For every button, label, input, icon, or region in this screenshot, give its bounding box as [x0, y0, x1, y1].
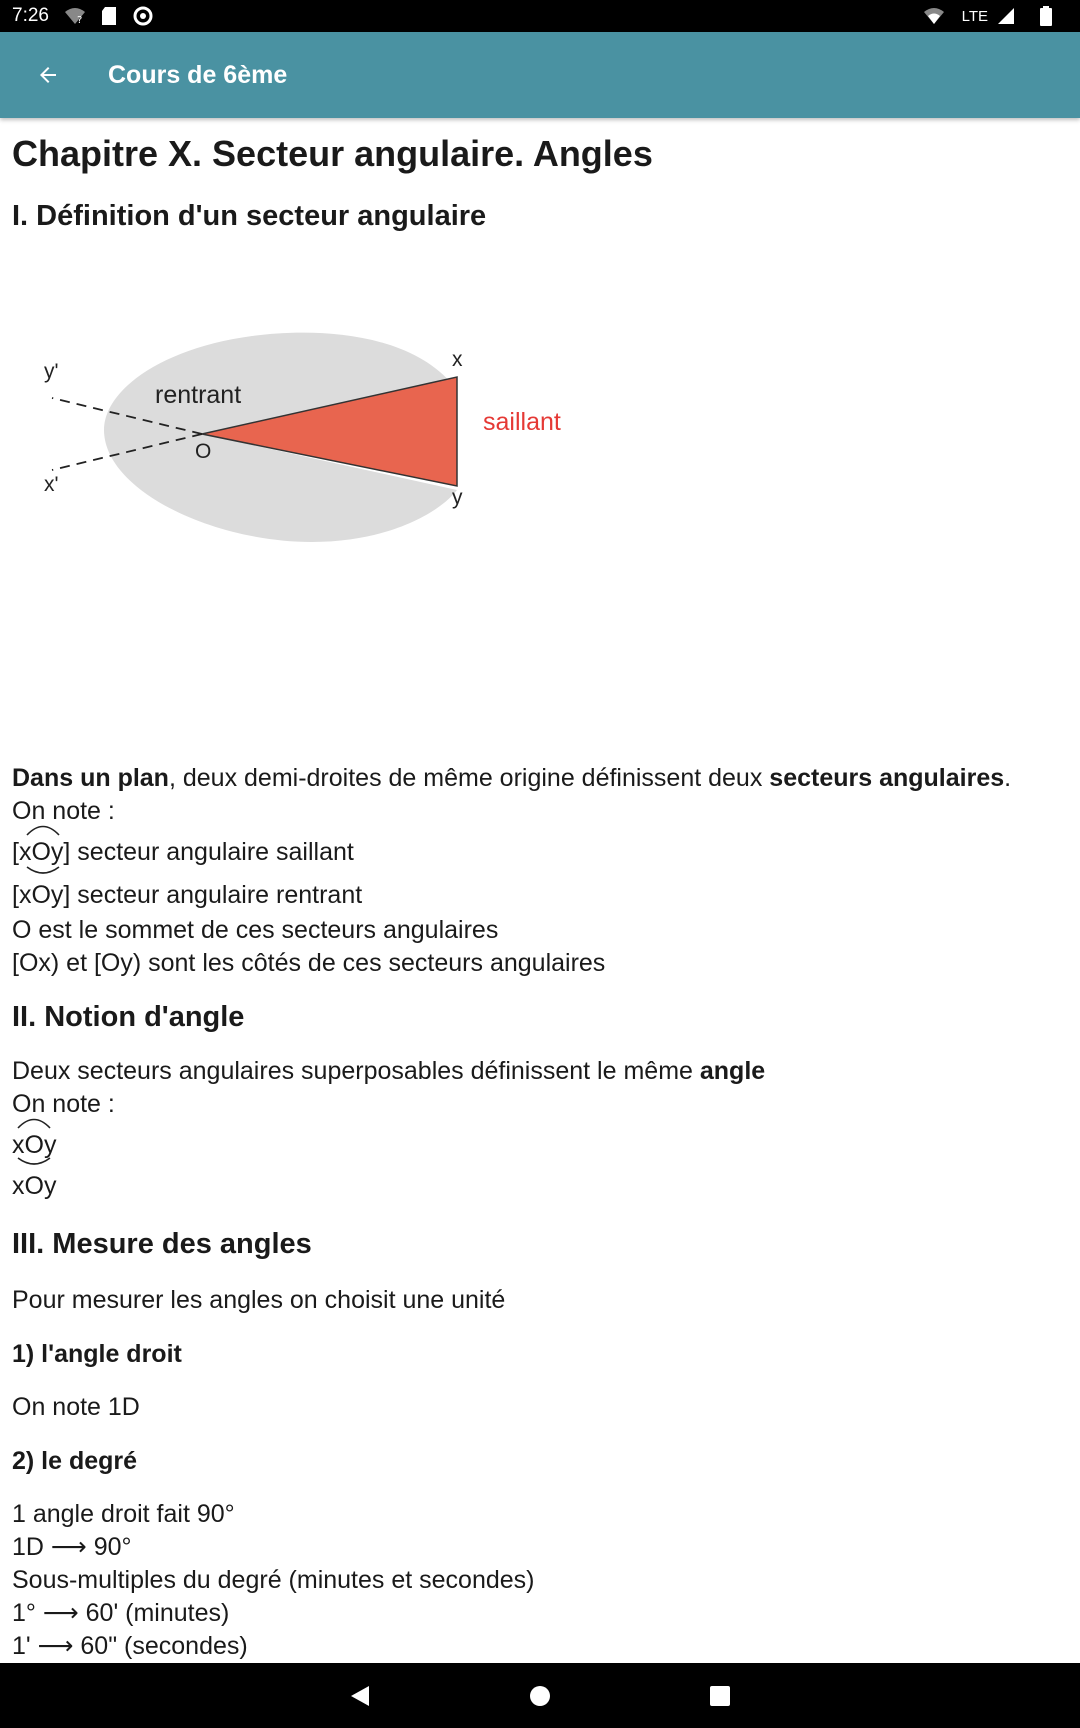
section-title-mesure: III. Mesure des angles	[12, 1227, 312, 1260]
wifi-icon	[922, 5, 946, 27]
svg-text:?: ?	[76, 15, 83, 25]
subtitle-degre: 2) le degré	[12, 1446, 138, 1475]
notation-saillant	[12, 834, 1068, 869]
nav-back-button[interactable]	[330, 1666, 390, 1726]
nav-home-button[interactable]	[510, 1666, 570, 1726]
angle-reflex-notation	[12, 1168, 56, 1203]
nav-recents-button[interactable]	[690, 1666, 750, 1726]
sommet-line: O est le sommet de ces secteurs angulaires	[12, 915, 499, 944]
circle-home-icon	[529, 1685, 551, 1707]
degre-line-4: 1° ⟶ 60' (minutes)	[12, 1598, 230, 1627]
angular-sector-diagram	[12, 250, 612, 670]
notation-angle-saillant	[12, 1127, 1068, 1162]
angle-droit-note: On note 1D	[12, 1392, 140, 1421]
mesure-intro: Pour mesurer les angles on choisit une unité	[12, 1285, 506, 1314]
triangle-back-icon	[349, 1684, 371, 1708]
wifi-question-icon	[63, 5, 87, 27]
hat-arc-icon	[16, 1115, 52, 1129]
label-o: O	[195, 439, 212, 463]
degre-line-1: 1 angle droit fait 90°	[12, 1499, 235, 1528]
cotes-line: [Ox) et [Oy) sont les côtés de ces secteurs angulaires	[12, 948, 606, 977]
notation-rentrant	[12, 877, 1068, 912]
status-time: 7:26	[12, 5, 49, 26]
section-title-angle: II. Notion d'angle	[12, 1000, 245, 1033]
data-saver-icon	[131, 5, 155, 27]
app-title: Cours de 6ème	[108, 60, 288, 89]
course-content[interactable]	[0, 118, 1080, 1663]
label-y-prime: y'	[44, 359, 59, 383]
chapter-title: Chapitre X. Secteur angulaire. Angles	[12, 133, 653, 174]
angle-reflex-notation	[19, 877, 63, 912]
angle-name: xOy	[18, 837, 64, 866]
back-button[interactable]	[0, 32, 96, 118]
sd-card-icon	[97, 5, 121, 27]
notation-rentrant-text: ] secteur angulaire rentrant	[63, 880, 363, 909]
network-type-label: LTE	[961, 7, 988, 25]
bold-secteurs-angulaires: secteurs angulaires	[769, 763, 1005, 792]
definition-paragraph	[12, 762, 1068, 795]
label-y: y	[452, 485, 463, 509]
angle-definition-paragraph	[12, 1055, 1068, 1088]
hat-arc-icon	[25, 822, 61, 836]
label-saillant: saillant	[483, 407, 561, 436]
notation-angle-rentrant	[12, 1168, 1068, 1203]
label-x: x	[452, 347, 463, 371]
angle-name: xOy	[18, 880, 64, 909]
bold-angle: angle	[699, 1056, 766, 1085]
bold-dans-un-plan: Dans un plan	[12, 763, 169, 792]
degre-line-5: 1' ⟶ 60" (secondes)	[12, 1631, 248, 1660]
degre-line-2: 1D ⟶ 90°	[12, 1532, 132, 1561]
angle-name: xOy	[12, 1130, 57, 1159]
navigation-bar	[0, 1663, 1080, 1728]
angle-name: xOy	[12, 1171, 57, 1200]
subtitle-angle-droit: 1) l'angle droit	[12, 1339, 182, 1368]
label-x-prime: x'	[44, 472, 59, 496]
battery-icon	[1034, 5, 1058, 27]
notation-rentrant-bracket: [	[12, 880, 19, 909]
section-title-definition: I. Définition d'un secteur angulaire	[12, 200, 487, 233]
signal-icon	[994, 5, 1018, 27]
square-recents-icon	[709, 1685, 731, 1707]
definition-text: , deux demi-droites de même origine définissent deux	[168, 763, 770, 792]
app-bar	[0, 32, 1080, 118]
definition-end: .	[1004, 763, 1012, 792]
degre-line-3: Sous-multiples du degré (minutes et secondes)	[12, 1565, 535, 1594]
reflex-arc-icon	[16, 1156, 52, 1170]
arrow-back-icon	[36, 63, 60, 87]
notation-saillant-bracket: [	[12, 837, 19, 866]
on-note-label: On note :	[12, 796, 115, 825]
notation-saillant-text: ] secteur angulaire saillant	[63, 837, 354, 866]
angular-sector-figure	[12, 250, 612, 670]
reflex-arc-icon	[25, 865, 61, 879]
angle-hat-notation	[19, 834, 63, 869]
on-note-label: On note :	[12, 1089, 115, 1118]
label-rentrant: rentrant	[155, 380, 242, 409]
angle-definition-text: Deux secteurs angulaires superposables définissent le même	[12, 1056, 700, 1085]
status-bar	[0, 0, 1080, 32]
